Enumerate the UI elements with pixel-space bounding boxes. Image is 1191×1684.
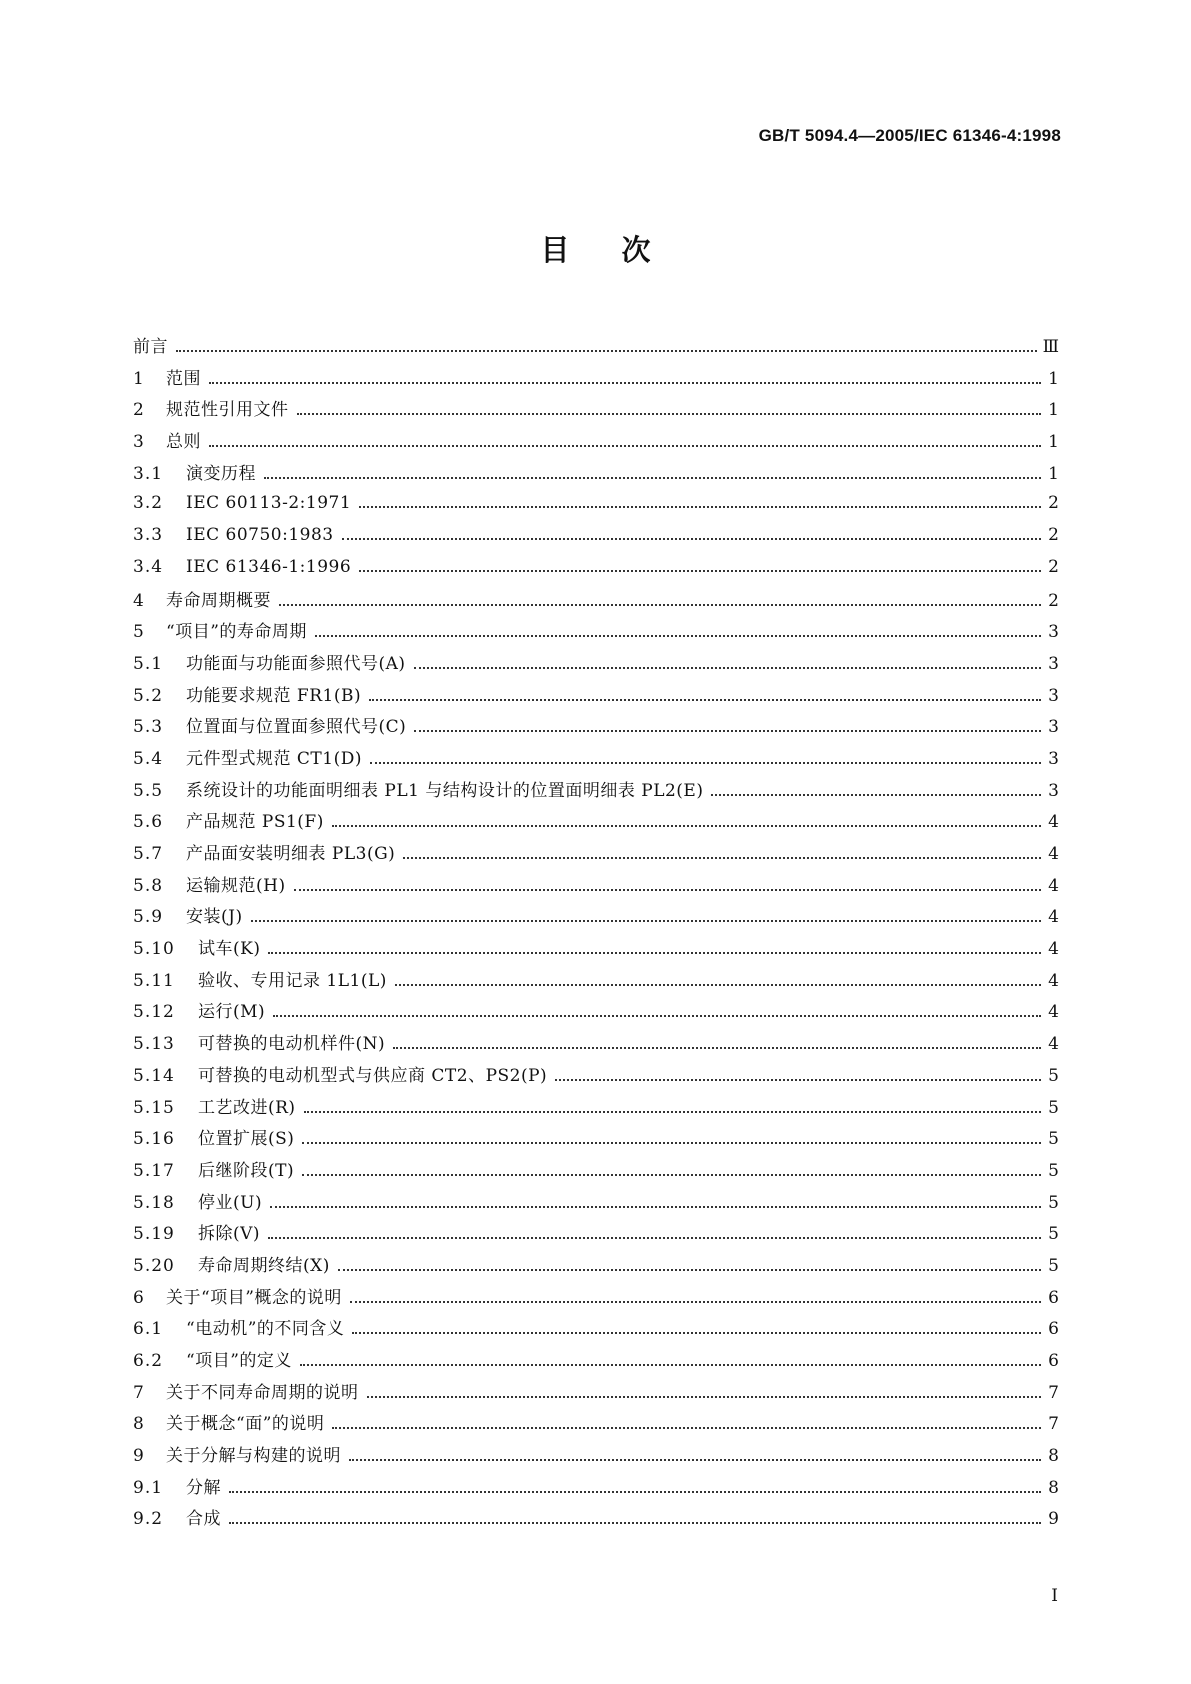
toc-entry-number: 5.10 (133, 939, 175, 960)
dot-leader (279, 588, 1041, 606)
dot-leader (342, 522, 1041, 540)
toc-entry[interactable] (133, 902, 1059, 934)
toc-entry-label: 功能面与功能面参照代号(A) (186, 653, 406, 674)
toc-entry-label: IEC 60750:1983 (186, 525, 334, 546)
toc-entry[interactable] (133, 617, 1059, 649)
toc-entry-page: 2 (1048, 556, 1059, 577)
toc-entry[interactable] (133, 1283, 1059, 1315)
toc-entry-page: 9 (1048, 1509, 1059, 1530)
toc-entry-page: 1 (1048, 432, 1059, 453)
toc-entry-label: 关于分解与构建的说明 (166, 1446, 341, 1467)
toc-entry-number: 3 (133, 432, 145, 453)
toc-entry-page: 7 (1048, 1382, 1059, 1403)
toc-entry-label: 关于不同寿命周期的说明 (166, 1382, 359, 1403)
dot-leader (359, 554, 1041, 572)
toc-entry[interactable] (133, 1219, 1059, 1251)
dot-leader (369, 683, 1041, 701)
dot-leader (350, 1285, 1041, 1303)
toc-entry-label: 可替换的电动机样件(N) (198, 1034, 386, 1055)
toc-entry-page: 5 (1048, 1160, 1059, 1181)
toc-entry-number: 5.20 (133, 1255, 175, 1276)
dot-leader (209, 429, 1041, 447)
dot-leader (555, 1063, 1041, 1081)
toc-entry-page: 5 (1048, 1097, 1059, 1118)
toc-entry-page: 5 (1048, 1192, 1059, 1213)
toc-entry-label: 产品规范 PS1(F) (186, 812, 324, 833)
toc-entry-label: 系统设计的功能面明细表 PL1 与结构设计的位置面明细表 PL2(E) (186, 780, 704, 801)
toc-entry-page: 2 (1048, 525, 1059, 546)
toc-entry-number: 5.12 (133, 1002, 175, 1023)
dot-leader (268, 1221, 1041, 1239)
toc-entry-number: 5.1 (133, 653, 164, 674)
toc-entry-page: 2 (1048, 493, 1059, 514)
toc-entry-number: 5.9 (133, 907, 164, 928)
toc-entry-label: 元件型式规范 CT1(D) (186, 748, 362, 769)
toc-entry-page: 4 (1048, 812, 1059, 833)
dot-leader (273, 999, 1041, 1017)
toc-entry-page: 4 (1048, 1034, 1059, 1055)
dot-leader (302, 1158, 1041, 1176)
toc-entry-number: 5.4 (133, 748, 164, 769)
toc-entry-number: 5.19 (133, 1224, 175, 1245)
toc-entry-number: 7 (133, 1382, 145, 1403)
toc-entry[interactable] (133, 1251, 1059, 1283)
toc-entry-number: 3.2 (133, 493, 164, 514)
dot-leader (315, 619, 1041, 637)
toc-entry-page: 4 (1048, 907, 1059, 928)
dot-leader (403, 841, 1041, 859)
toc-entry-label: 寿命周期概要 (166, 590, 271, 611)
toc-entry-page: 5 (1048, 1129, 1059, 1150)
toc-entry[interactable] (133, 1314, 1059, 1346)
dot-leader (332, 809, 1041, 827)
toc-entry-page: 4 (1048, 1002, 1059, 1023)
toc-entry[interactable] (133, 395, 1059, 427)
toc-entry-number: 9.2 (133, 1509, 164, 1530)
toc-entry[interactable] (133, 744, 1059, 776)
toc-entry-page: 4 (1048, 875, 1059, 896)
toc-entry-number: 6 (133, 1287, 145, 1308)
dot-leader (332, 1411, 1041, 1429)
dot-leader (176, 334, 1037, 352)
toc-entry-label: 位置扩展(S) (198, 1129, 295, 1150)
dot-leader (294, 873, 1041, 891)
toc-entry[interactable] (133, 997, 1059, 1029)
toc-entry[interactable] (133, 776, 1059, 808)
toc-entry[interactable] (133, 966, 1059, 998)
toc-entry-number: 5.14 (133, 1065, 175, 1086)
toc-entry-page: 1 (1048, 400, 1059, 421)
toc-entry-page: 2 (1048, 590, 1059, 611)
toc-entry-label: 安装(J) (186, 907, 243, 928)
toc-entry[interactable] (133, 1029, 1059, 1061)
toc-entry-page: 1 (1048, 368, 1059, 389)
toc-entry-label: “项目”的定义 (186, 1351, 292, 1371)
toc-entry[interactable] (133, 839, 1059, 871)
toc-entry[interactable] (133, 522, 1059, 554)
toc-entry[interactable] (133, 712, 1059, 744)
toc-entry-number: 5.7 (133, 844, 164, 864)
toc-entry-page: 7 (1048, 1414, 1059, 1435)
toc-entry-label: 前言 (133, 337, 168, 357)
toc-entry-label: 分解 (186, 1477, 221, 1498)
toc-entry-number: 5.2 (133, 685, 164, 706)
page-number: I (1051, 1586, 1058, 1606)
toc-entry-page: 8 (1048, 1477, 1059, 1498)
toc-entry-page: 8 (1048, 1446, 1059, 1467)
toc-entry[interactable] (133, 649, 1059, 681)
toc-entry-number: 5.5 (133, 780, 164, 801)
toc-entry-label: 后继阶段(T) (198, 1160, 295, 1181)
toc-title: 目次 (540, 233, 703, 267)
dot-leader (229, 1475, 1041, 1493)
toc-entry-number: 5.6 (133, 812, 164, 833)
dot-leader (338, 1253, 1041, 1271)
toc-entry[interactable] (133, 871, 1059, 903)
toc-entry[interactable] (133, 1473, 1059, 1505)
dot-leader (359, 490, 1041, 508)
toc-entry-number: 5.16 (133, 1129, 175, 1150)
dot-leader (395, 968, 1041, 986)
toc-entry-label: 合成 (186, 1509, 221, 1530)
toc-entry-number: 3.3 (133, 525, 164, 546)
toc-entry-number: 5.11 (133, 970, 175, 991)
toc-entry-label: IEC 60113-2:1971 (186, 493, 352, 514)
toc-entry-label: 拆除(V) (198, 1224, 261, 1245)
toc-entry-label: “电动机”的不同含义 (186, 1319, 345, 1340)
toc-entry-page: 3 (1048, 653, 1059, 674)
toc-entry-number: 6.1 (133, 1319, 164, 1340)
dot-leader (251, 904, 1041, 922)
toc-entry-page: 5 (1048, 1224, 1059, 1245)
toc-entry-page: 4 (1048, 844, 1059, 864)
dot-leader (349, 1443, 1041, 1461)
toc-entry-label: 试车(K) (198, 939, 261, 960)
table-of-contents (133, 332, 1059, 1536)
toc-entry[interactable] (133, 586, 1059, 618)
toc-entry-label: 位置面与位置面参照代号(C) (186, 717, 407, 738)
dot-leader (367, 1380, 1042, 1398)
toc-entry-label: 总则 (166, 432, 201, 453)
toc-entry-label: 工艺改进(R) (198, 1097, 296, 1118)
dot-leader (270, 1190, 1041, 1208)
toc-entry-number: 5.18 (133, 1192, 175, 1213)
toc-entry[interactable] (133, 1061, 1059, 1093)
toc-entry-page: 3 (1048, 685, 1059, 706)
toc-entry-label: 运行(M) (198, 1002, 266, 1023)
toc-entry-label: IEC 61346-1:1996 (186, 556, 352, 577)
toc-entry[interactable] (133, 427, 1059, 459)
toc-entry[interactable] (133, 1378, 1059, 1410)
toc-entry[interactable] (133, 332, 1059, 364)
dot-leader (414, 651, 1041, 669)
toc-entry-page: 3 (1048, 622, 1059, 643)
toc-entry-label: 验收、专用记录 1L1(L) (198, 970, 387, 991)
toc-entry-page: 5 (1048, 1255, 1059, 1276)
toc-entry[interactable] (133, 681, 1059, 713)
toc-entry-label: 演变历程 (186, 463, 256, 484)
toc-entry-number: 5.8 (133, 875, 164, 896)
dot-leader (302, 1126, 1041, 1144)
toc-entry-label: 功能要求规范 FR1(B) (186, 685, 362, 706)
toc-entry-page: 6 (1048, 1351, 1059, 1371)
toc-entry-page: 4 (1048, 970, 1059, 991)
toc-entry[interactable] (133, 1093, 1059, 1125)
toc-entry-page: 6 (1048, 1287, 1059, 1308)
toc-entry-page: 3 (1048, 717, 1059, 738)
dot-leader (304, 1095, 1041, 1113)
toc-entry-label: 寿命周期终结(X) (198, 1255, 330, 1276)
toc-entry-label: 关于“项目”概念的说明 (166, 1287, 342, 1308)
toc-entry-number: 5.13 (133, 1034, 175, 1055)
toc-entry-number: 1 (133, 368, 145, 389)
toc-entry-number: 5.3 (133, 717, 164, 738)
toc-entry-page: 6 (1048, 1319, 1059, 1340)
toc-entry-label: “项目”的寿命周期 (166, 622, 307, 643)
toc-entry-number: 5.15 (133, 1097, 175, 1118)
dot-leader (370, 746, 1041, 764)
toc-entry-number: 5 (133, 622, 145, 643)
toc-entry-page: 5 (1048, 1065, 1059, 1086)
toc-entry[interactable] (133, 490, 1059, 522)
toc-entry-label: 范围 (166, 368, 201, 389)
toc-entry[interactable] (133, 1504, 1059, 1536)
dot-leader (393, 1031, 1041, 1049)
toc-entry[interactable] (133, 364, 1059, 396)
dot-leader (297, 397, 1042, 415)
toc-entry-number: 3.1 (133, 463, 164, 484)
dot-leader (268, 936, 1041, 954)
toc-entry-label: 规范性引用文件 (166, 400, 289, 421)
toc-entry[interactable] (133, 1346, 1059, 1378)
toc-entry-number: 9 (133, 1446, 145, 1467)
dot-leader (300, 1348, 1041, 1366)
toc-entry[interactable] (133, 1441, 1059, 1473)
toc-entry-number: 4 (133, 590, 145, 611)
standard-number-header: GB/T 5094.4—2005/IEC 61346-4:1998 (758, 126, 1061, 145)
toc-entry-page: 3 (1048, 748, 1059, 769)
toc-entry-page: 1 (1048, 463, 1059, 484)
toc-entry[interactable] (133, 554, 1059, 586)
dot-leader (264, 461, 1041, 479)
toc-entry[interactable] (133, 807, 1059, 839)
toc-entry[interactable] (133, 1188, 1059, 1220)
toc-entry-page: Ⅲ (1042, 337, 1059, 357)
dot-leader (414, 714, 1041, 732)
toc-entry-page: 3 (1048, 780, 1059, 801)
toc-entry[interactable] (133, 1409, 1059, 1441)
toc-entry-number: 2 (133, 400, 145, 421)
toc-entry-page: 4 (1048, 939, 1059, 960)
toc-entry-label: 关于概念“面”的说明 (166, 1414, 325, 1435)
toc-entry-label: 产品面安装明细表 PL3(G) (186, 844, 396, 864)
dot-leader (352, 1316, 1041, 1334)
toc-entry-label: 可替换的电动机型式与供应商 CT2、PS2(P) (198, 1065, 548, 1086)
toc-entry[interactable] (133, 934, 1059, 966)
toc-entry-number: 3.4 (133, 556, 164, 577)
toc-entry[interactable] (133, 1124, 1059, 1156)
toc-entry-label: 运输规范(H) (186, 875, 286, 896)
toc-entry-number: 5.17 (133, 1160, 175, 1181)
toc-entry[interactable] (133, 459, 1059, 491)
dot-leader (711, 778, 1041, 796)
toc-entry-number: 6.2 (133, 1351, 164, 1371)
toc-entry-number: 8 (133, 1414, 145, 1435)
toc-entry-number: 9.1 (133, 1477, 164, 1498)
dot-leader (229, 1506, 1041, 1524)
dot-leader (209, 366, 1041, 384)
toc-entry-label: 停业(U) (198, 1192, 263, 1213)
toc-entry[interactable] (133, 1156, 1059, 1188)
